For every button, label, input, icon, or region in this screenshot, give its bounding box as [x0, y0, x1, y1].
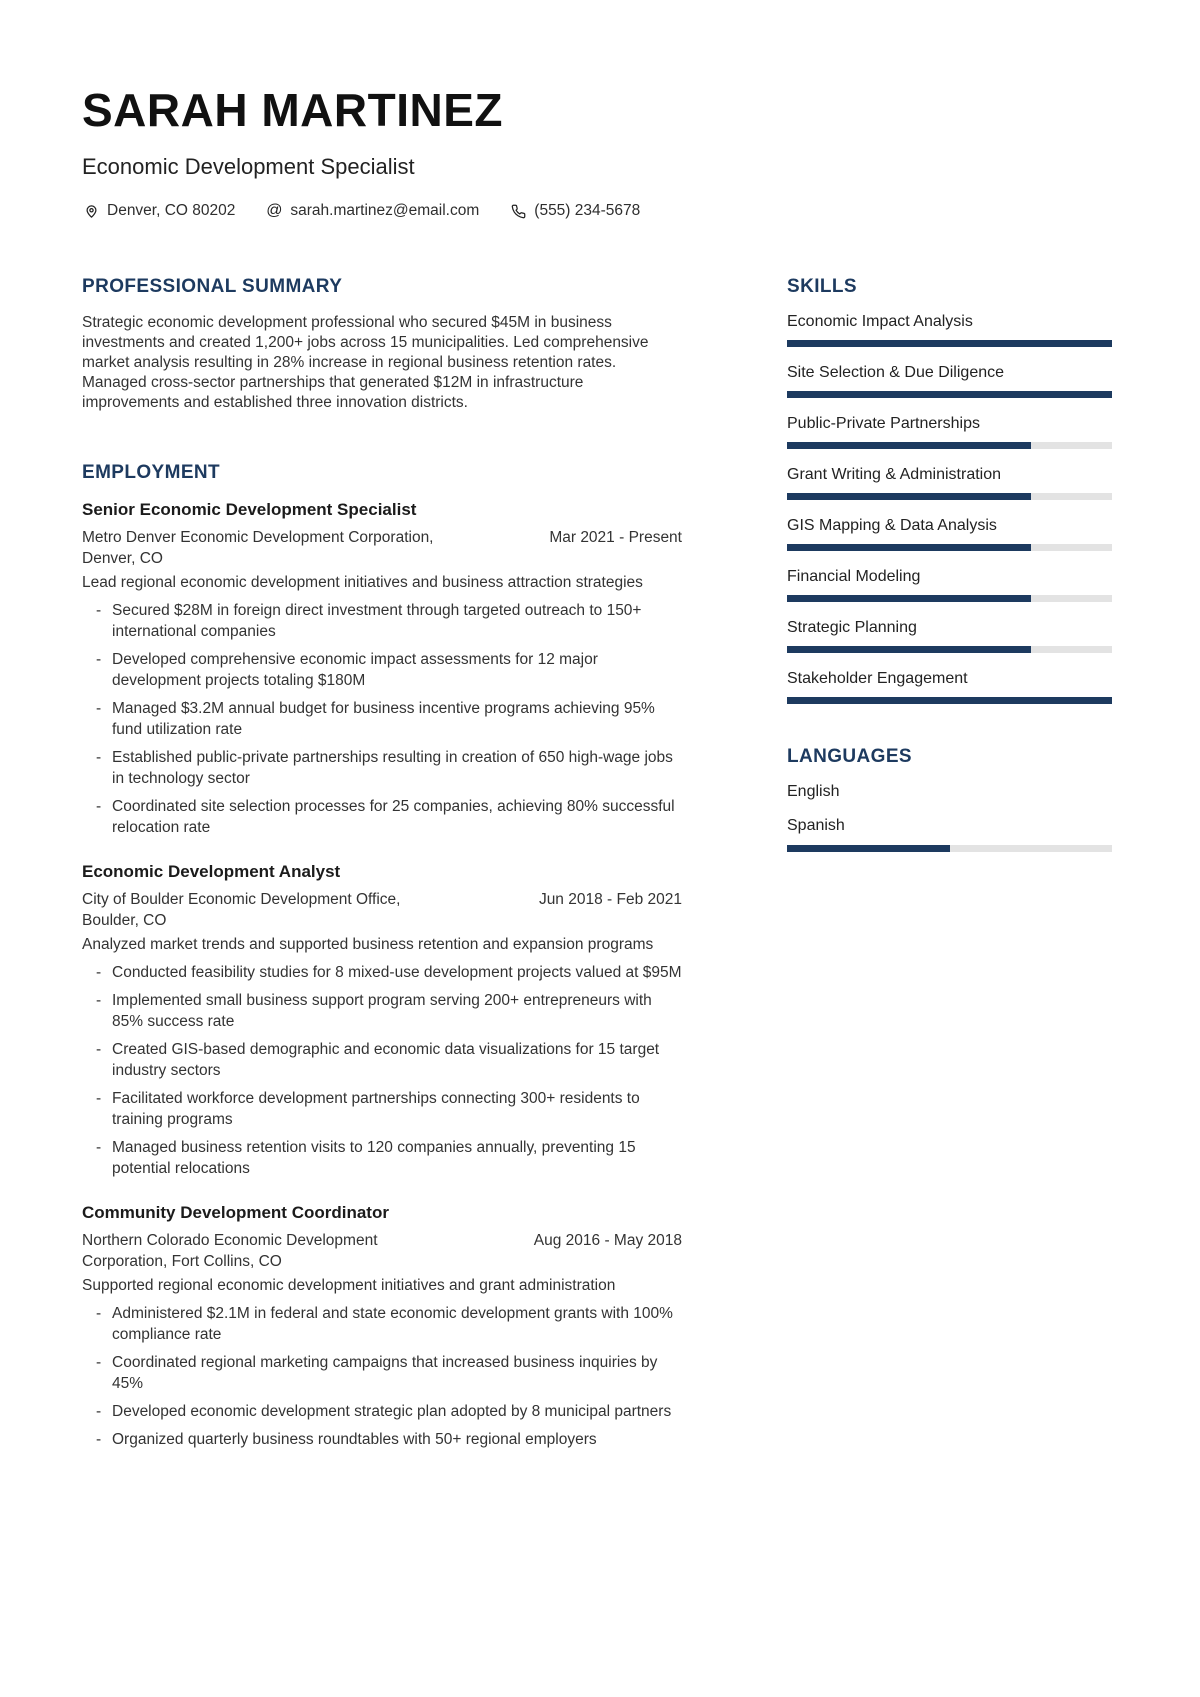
job-bullet: - Established public-private partnerships resulting in creation of 650 high-wage jobs in technology sector	[82, 747, 682, 789]
skill-item	[787, 313, 1112, 347]
skill-bar-track	[787, 493, 1112, 500]
job-entry	[82, 862, 682, 1179]
skills-list	[787, 313, 1112, 704]
employment-section	[82, 462, 682, 1450]
contact-text: sarah.martinez@email.com	[290, 202, 480, 220]
job-bullet: - Facilitated workforce development partnerships connecting 300+ residents to training programs	[82, 1088, 682, 1130]
jobs-list	[82, 500, 682, 1450]
contact-item-location	[82, 202, 235, 220]
job-company: Metro Denver Economic Development Corporation, Denver, CO	[82, 529, 434, 568]
job-bullet: - Secured $28M in foreign direct investment through targeted outreach to 150+ international companies	[82, 600, 682, 642]
skill-bar-track	[787, 340, 1112, 347]
sidebar-column	[787, 276, 1112, 1450]
job-bullet: - Conducted feasibility studies for 8 mixed-use development projects valued at $95M	[82, 962, 682, 983]
language-label: Spanish	[787, 817, 845, 835]
skill-label: Site Selection & Due Diligence	[787, 364, 1005, 382]
job-bullets	[82, 962, 682, 1179]
skill-bar-fill	[787, 493, 1031, 500]
skill-bar-track	[787, 442, 1112, 449]
at-symbol: @	[266, 202, 283, 220]
skill-bar-fill	[787, 340, 1112, 347]
job-bullets	[82, 1303, 682, 1450]
skill-item	[787, 619, 1112, 653]
skill-bar-track	[787, 697, 1112, 704]
skill-item	[787, 415, 1112, 449]
skill-bar-fill	[787, 442, 1031, 449]
skill-bar-fill	[787, 595, 1031, 602]
skill-item	[787, 364, 1112, 398]
job-bullet: - Managed business retention visits to 120 companies annually, preventing 15 potential relocations	[82, 1137, 682, 1179]
job-company: Northern Colorado Economic Development Corporation, Fort Collins, CO	[82, 1232, 378, 1271]
languages-list	[787, 783, 1112, 852]
skill-item	[787, 466, 1112, 500]
contact-text: (555) 234-5678	[534, 202, 641, 220]
languages-heading: LANGUAGES	[787, 746, 912, 768]
languages-section	[787, 746, 1112, 852]
job-bullet: - Organized quarterly business roundtables with 50+ regional employers	[82, 1429, 682, 1450]
skill-label: Economic Impact Analysis	[787, 313, 973, 331]
job-entry	[82, 500, 682, 838]
skill-item	[787, 517, 1112, 551]
contact-row	[82, 202, 1112, 220]
job-dates: Mar 2021 - Present	[549, 529, 682, 547]
job-bullet: - Created GIS-based demographic and economic data visualizations for 15 target industry sectors	[82, 1039, 682, 1081]
skill-label: Financial Modeling	[787, 568, 921, 586]
candidate-name: SARAH MARTINEZ	[82, 84, 503, 136]
job-title: Senior Economic Development Specialist	[82, 500, 417, 520]
job-bullet: - Coordinated regional marketing campaigns that increased business inquiries by 45%	[82, 1352, 682, 1394]
job-lead: Lead regional economic development initiatives and business attraction strategies	[82, 574, 643, 592]
job-entry	[82, 1203, 682, 1450]
job-meta-row	[82, 1230, 682, 1272]
skill-label: GIS Mapping & Data Analysis	[787, 517, 997, 535]
employment-heading: EMPLOYMENT	[82, 462, 221, 484]
contact-item-email	[265, 202, 479, 220]
job-dates: Aug 2016 - May 2018	[533, 1232, 682, 1250]
job-bullets	[82, 600, 682, 838]
content-columns	[82, 276, 1112, 1450]
phone-icon	[509, 202, 527, 220]
resume-header	[82, 86, 1112, 220]
language-item	[787, 783, 1112, 801]
job-bullet: - Implemented small business support program serving 200+ entrepreneurs with 85% success rate	[82, 990, 682, 1032]
summary-text: Strategic economic development professional who secured $45M in business investments and created 1,200+ jobs across 15 municipalities. Led comprehensive market analysis resulting in 28% increase in regional business retention rates. Managed cross-sector partnerships that generated $12M in infrastructure improvements and established three innovation districts.	[82, 314, 649, 412]
skill-bar-fill	[787, 544, 1031, 551]
job-title: Community Development Coordinator	[82, 1203, 389, 1223]
main-column	[82, 276, 682, 1450]
language-label: English	[787, 783, 840, 801]
skill-bar-track	[787, 391, 1112, 398]
skills-section	[787, 276, 1112, 704]
skill-item	[787, 568, 1112, 602]
job-company: City of Boulder Economic Development Office, Boulder, CO	[82, 891, 401, 930]
job-bullet: - Administered $2.1M in federal and state economic development grants with 100% compliance rate	[82, 1303, 682, 1345]
language-bar-track	[787, 845, 1112, 852]
job-meta-row	[82, 889, 682, 931]
contact-item-phone	[509, 202, 640, 220]
skill-label: Stakeholder Engagement	[787, 670, 968, 688]
summary-heading: PROFESSIONAL SUMMARY	[82, 276, 343, 298]
job-lead: Analyzed market trends and supported business retention and expansion programs	[82, 936, 654, 954]
job-bullet: - Managed $3.2M annual budget for business incentive programs achieving 95% fund utilization rate	[82, 698, 682, 740]
skill-bar-fill	[787, 391, 1112, 398]
job-lead: Supported regional economic development initiatives and grant administration	[82, 1277, 616, 1295]
skill-bar-track	[787, 595, 1112, 602]
skill-label: Strategic Planning	[787, 619, 917, 637]
candidate-title: Economic Development Specialist	[82, 154, 415, 180]
job-bullet: - Developed comprehensive economic impact assessments for 12 major development projects totaling $180M	[82, 649, 682, 691]
job-bullet: - Developed economic development strategic plan adopted by 8 municipal partners	[82, 1401, 682, 1422]
job-dates: Jun 2018 - Feb 2021	[538, 891, 682, 909]
job-title: Economic Development Analyst	[82, 862, 341, 882]
professional-summary-section	[82, 276, 682, 413]
language-bar-fill	[787, 845, 950, 852]
skills-heading: SKILLS	[787, 276, 857, 298]
job-meta-row	[82, 527, 682, 569]
skill-bar-fill	[787, 697, 1112, 704]
skill-label: Grant Writing & Administration	[787, 466, 1002, 484]
skill-bar-track	[787, 544, 1112, 551]
skill-item	[787, 670, 1112, 704]
location-icon	[82, 202, 100, 220]
contact-text: Denver, CO 80202	[107, 202, 236, 220]
skill-bar-fill	[787, 646, 1031, 653]
job-bullet: - Coordinated site selection processes for 25 companies, achieving 80% successful relocation rate	[82, 796, 682, 838]
email-icon	[265, 202, 283, 220]
skill-label: Public-Private Partnerships	[787, 415, 980, 433]
skill-bar-track	[787, 646, 1112, 653]
language-item	[787, 817, 1112, 852]
